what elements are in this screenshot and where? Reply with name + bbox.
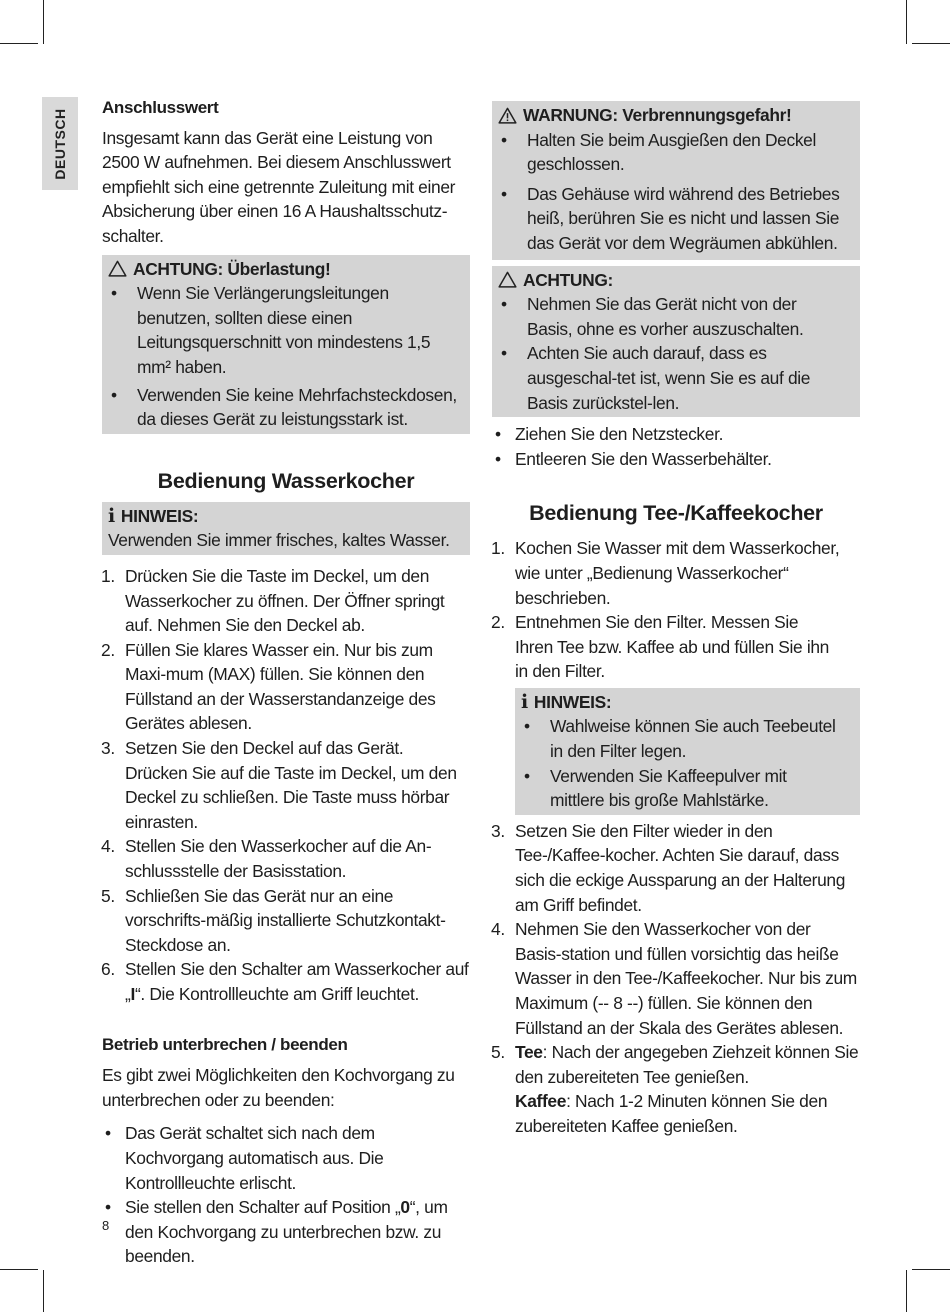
crop-mark (43, 0, 44, 44)
step-number: 6. (101, 959, 115, 980)
list-item (102, 736, 470, 834)
step-number: 1. (101, 565, 115, 586)
step-number: 3. (101, 738, 115, 759)
achtung-overload-box (102, 255, 470, 434)
list-item: • Das Gehäuse wird während des Betriebes heiß, berühren Sie es nicht und lassen Sie das Gerät vor dem Wegräumen abkühlen. (498, 182, 854, 256)
item-text-after: “, um den Kochvorgang zu unterbrechen bzw. zu beenden. (125, 1197, 448, 1267)
list-item (102, 564, 470, 638)
hinweis-box (102, 502, 470, 555)
warning-triangle-icon (498, 107, 517, 124)
list-item (492, 536, 860, 610)
step-number: 5. (491, 1042, 505, 1063)
anschluss-paragraph: Insgesamt kann das Gerät eine Leistung von 2500 W aufnehmen. Bei diesem Anschlusswert empfiehlt sich eine getrennte Zuleitung mit einer Absicherung über einen 16 A Haushaltsschutz-schalter. (102, 127, 456, 246)
achtung-box (492, 266, 860, 418)
step-text: Entnehmen Sie den Filter. Messen Sie Ihren Tee bzw. Kaffee ab und füllen Sie ihn in den Filter. (515, 612, 830, 682)
kaffeekocher-steps-a (492, 536, 860, 684)
crop-mark (912, 1269, 950, 1270)
step-text-after: “. Die Kontrollleuchte am Griff leuchtet. (134, 984, 419, 1004)
anschluss-heading: Anschlusswert (102, 98, 219, 117)
step-number: 2. (101, 639, 115, 660)
step-text: Setzen Sie den Deckel auf das Gerät. Drücken Sie auf die Taste im Deckel, um den Deckel zu schließen. Die Taste muss hörbar einrasten. (125, 738, 457, 832)
language-tab (42, 97, 78, 190)
crop-mark (0, 1269, 38, 1270)
item-text: Das Gerät schaltet sich nach dem Kochvorgang automatisch aus. Die Kontrollleuchte erlischt. (125, 1123, 384, 1193)
kaffee-label: Kaffee (515, 1091, 567, 1112)
list-item: • Wahlweise können Sie auch Teebeutel in den Filter legen. (521, 714, 840, 763)
step-number: 1. (491, 538, 505, 559)
warnung-list (498, 128, 854, 256)
language-label: DEUTSCH (52, 107, 68, 180)
crop-mark (912, 43, 950, 44)
list-item (102, 834, 470, 883)
list-item (102, 957, 470, 1006)
list-item: • Verwenden Sie keine Mehrfachsteckdosen, da dieses Gerät zu leistungsstark ist. (108, 383, 464, 432)
step-number: 2. (491, 612, 505, 633)
list-item: • Entleeren Sie den Wasserbehälter. (492, 447, 860, 472)
crop-mark (43, 1270, 44, 1312)
step-number: 4. (491, 919, 505, 940)
hinweis-filter-title-text: HINWEIS: (533, 691, 612, 712)
list-item (102, 1195, 470, 1269)
wasserkocher-steps (102, 564, 470, 1007)
step-text: Füllen Sie klares Wasser ein. Nur bis zum Maxi-mum (MAX) füllen. Sie können den Füllstand an der Wasserstandanzeige des Gerätes ablesen. (125, 639, 436, 734)
info-icon: i (521, 690, 528, 713)
step-text: Schließen Sie das Gerät nur an eine vorschrifts-mäßig installierte Schutzkontakt-Steckdose an. (125, 885, 446, 955)
switch-position-on: I (130, 984, 135, 1004)
list-item (492, 819, 860, 917)
warnung-title-text: WARNUNG: Verbrennungsgefahr! (523, 105, 792, 125)
step-text: Setzen Sie den Filter wieder in den Tee-/Kaffee-kocher. Achten Sie darauf, dass sich die eckige Aussparung an der Halterung am Griff befindet. (515, 820, 846, 915)
achtung-title-text: ACHTUNG: (523, 269, 613, 290)
step-text: Stellen Sie den Wasserkocher auf die An-schlussstelle der Basisstation. (125, 836, 432, 882)
hinweis-text: Verwenden Sie immer frisches, kaltes Wasser. (108, 530, 450, 551)
list-item (492, 1040, 860, 1138)
hinweis-filter-box (515, 688, 860, 815)
achtung-overload-list (108, 281, 464, 432)
hinweis-title-text: HINWEIS: (120, 505, 199, 526)
list-item (492, 610, 860, 684)
step-text: Drücken Sie die Taste im Deckel, um den Wasserkocher zu öffnen. Der Öffner springt auf. Nehmen Sie den Deckel ab. (125, 565, 445, 636)
warning-triangle-icon (498, 271, 517, 288)
step-text: Kochen Sie Wasser mit dem Wasserkocher, wie unter „Bedienung Wasserkocher“ beschrieben. (515, 538, 840, 608)
warnung-title (498, 103, 854, 128)
warning-triangle-icon (108, 260, 127, 277)
warnung-box (492, 101, 860, 260)
right-column (492, 97, 860, 1139)
list-item: • Nehmen Sie das Gerät nicht von der Basis, ohne es vorher auszuschalten. (498, 292, 854, 341)
page-number: 8 (102, 1218, 110, 1233)
tee-label: Tee (515, 1042, 543, 1063)
list-item (102, 638, 470, 736)
achtung-overload-title (108, 257, 464, 282)
step-text-before: Stellen Sie den Schalter am Wasserkocher auf „ (125, 959, 469, 1004)
betrieb-paragraph: Es gibt zwei Möglichkeiten den Kochvorgang zu unterbrechen oder zu beenden: (102, 1065, 455, 1110)
crop-mark (906, 0, 907, 44)
list-item (102, 884, 470, 958)
list-item: • Achten Sie auch darauf, dass es ausgeschal-tet ist, wenn Sie es auf die Basis zurückstel-len. (498, 341, 854, 415)
step-number: 3. (491, 820, 505, 841)
tee-text: : Nach der angegeben Ziehzeit können Sie den zubereiteten Tee genießen. (515, 1042, 859, 1087)
crop-mark (906, 1270, 907, 1312)
left-column (102, 97, 470, 1269)
achtung-list (498, 292, 854, 415)
kaffee-text: : Nach 1-2 Minuten können Sie den zubereiteten Kaffee genießen. (515, 1091, 828, 1136)
list-item: • Ziehen Sie den Netzstecker. (492, 422, 860, 447)
item-text-before: Sie stellen den Schalter auf Position „ (125, 1197, 401, 1218)
list-item: • Wenn Sie Verlängerungsleitungen benutzen, sollten diese einen Leitungsquerschnitt von mindestens 1,5 mm² haben. (108, 281, 464, 379)
kaffeekocher-steps-b (492, 819, 860, 1139)
crop-mark (0, 43, 38, 44)
info-icon: i (108, 504, 115, 527)
step-number: 5. (101, 885, 115, 906)
unplug-list (492, 422, 860, 471)
betrieb-list (102, 1121, 470, 1269)
list-item (492, 917, 860, 1040)
list-item (102, 1121, 470, 1195)
section-title-kaffeekocher: Bedienung Tee-/Kaffeekocher (529, 501, 823, 526)
list-item: • Verwenden Sie Kaffeepulver mit mittlere bis große Mahlstärke. (521, 764, 840, 813)
hinweis-title (108, 504, 464, 529)
step-number: 4. (101, 836, 115, 857)
list-item: • Halten Sie beim Ausgießen den Deckel geschlossen. (498, 128, 854, 177)
hinweis-filter-title (521, 690, 840, 715)
section-title-wasserkocher: Bedienung Wasserkocher (157, 468, 415, 493)
hinweis-filter-list (521, 714, 840, 812)
switch-position-off: 0 (400, 1197, 410, 1218)
betrieb-heading: Betrieb unterbrechen / beenden (102, 1034, 348, 1054)
achtung-overload-title-text: ACHTUNG: Überlastung! (133, 258, 331, 279)
achtung-title (498, 268, 854, 293)
step-text: Nehmen Sie den Wasserkocher von der Basis-station und füllen vorsichtig das heiße Wasser in den Tee-/Kaffeekocher. Nur bis zum Maximum (-- 8 --) füllen. Sie können den Füllstand an der Skala des Gerätes ablesen. (515, 919, 857, 1038)
